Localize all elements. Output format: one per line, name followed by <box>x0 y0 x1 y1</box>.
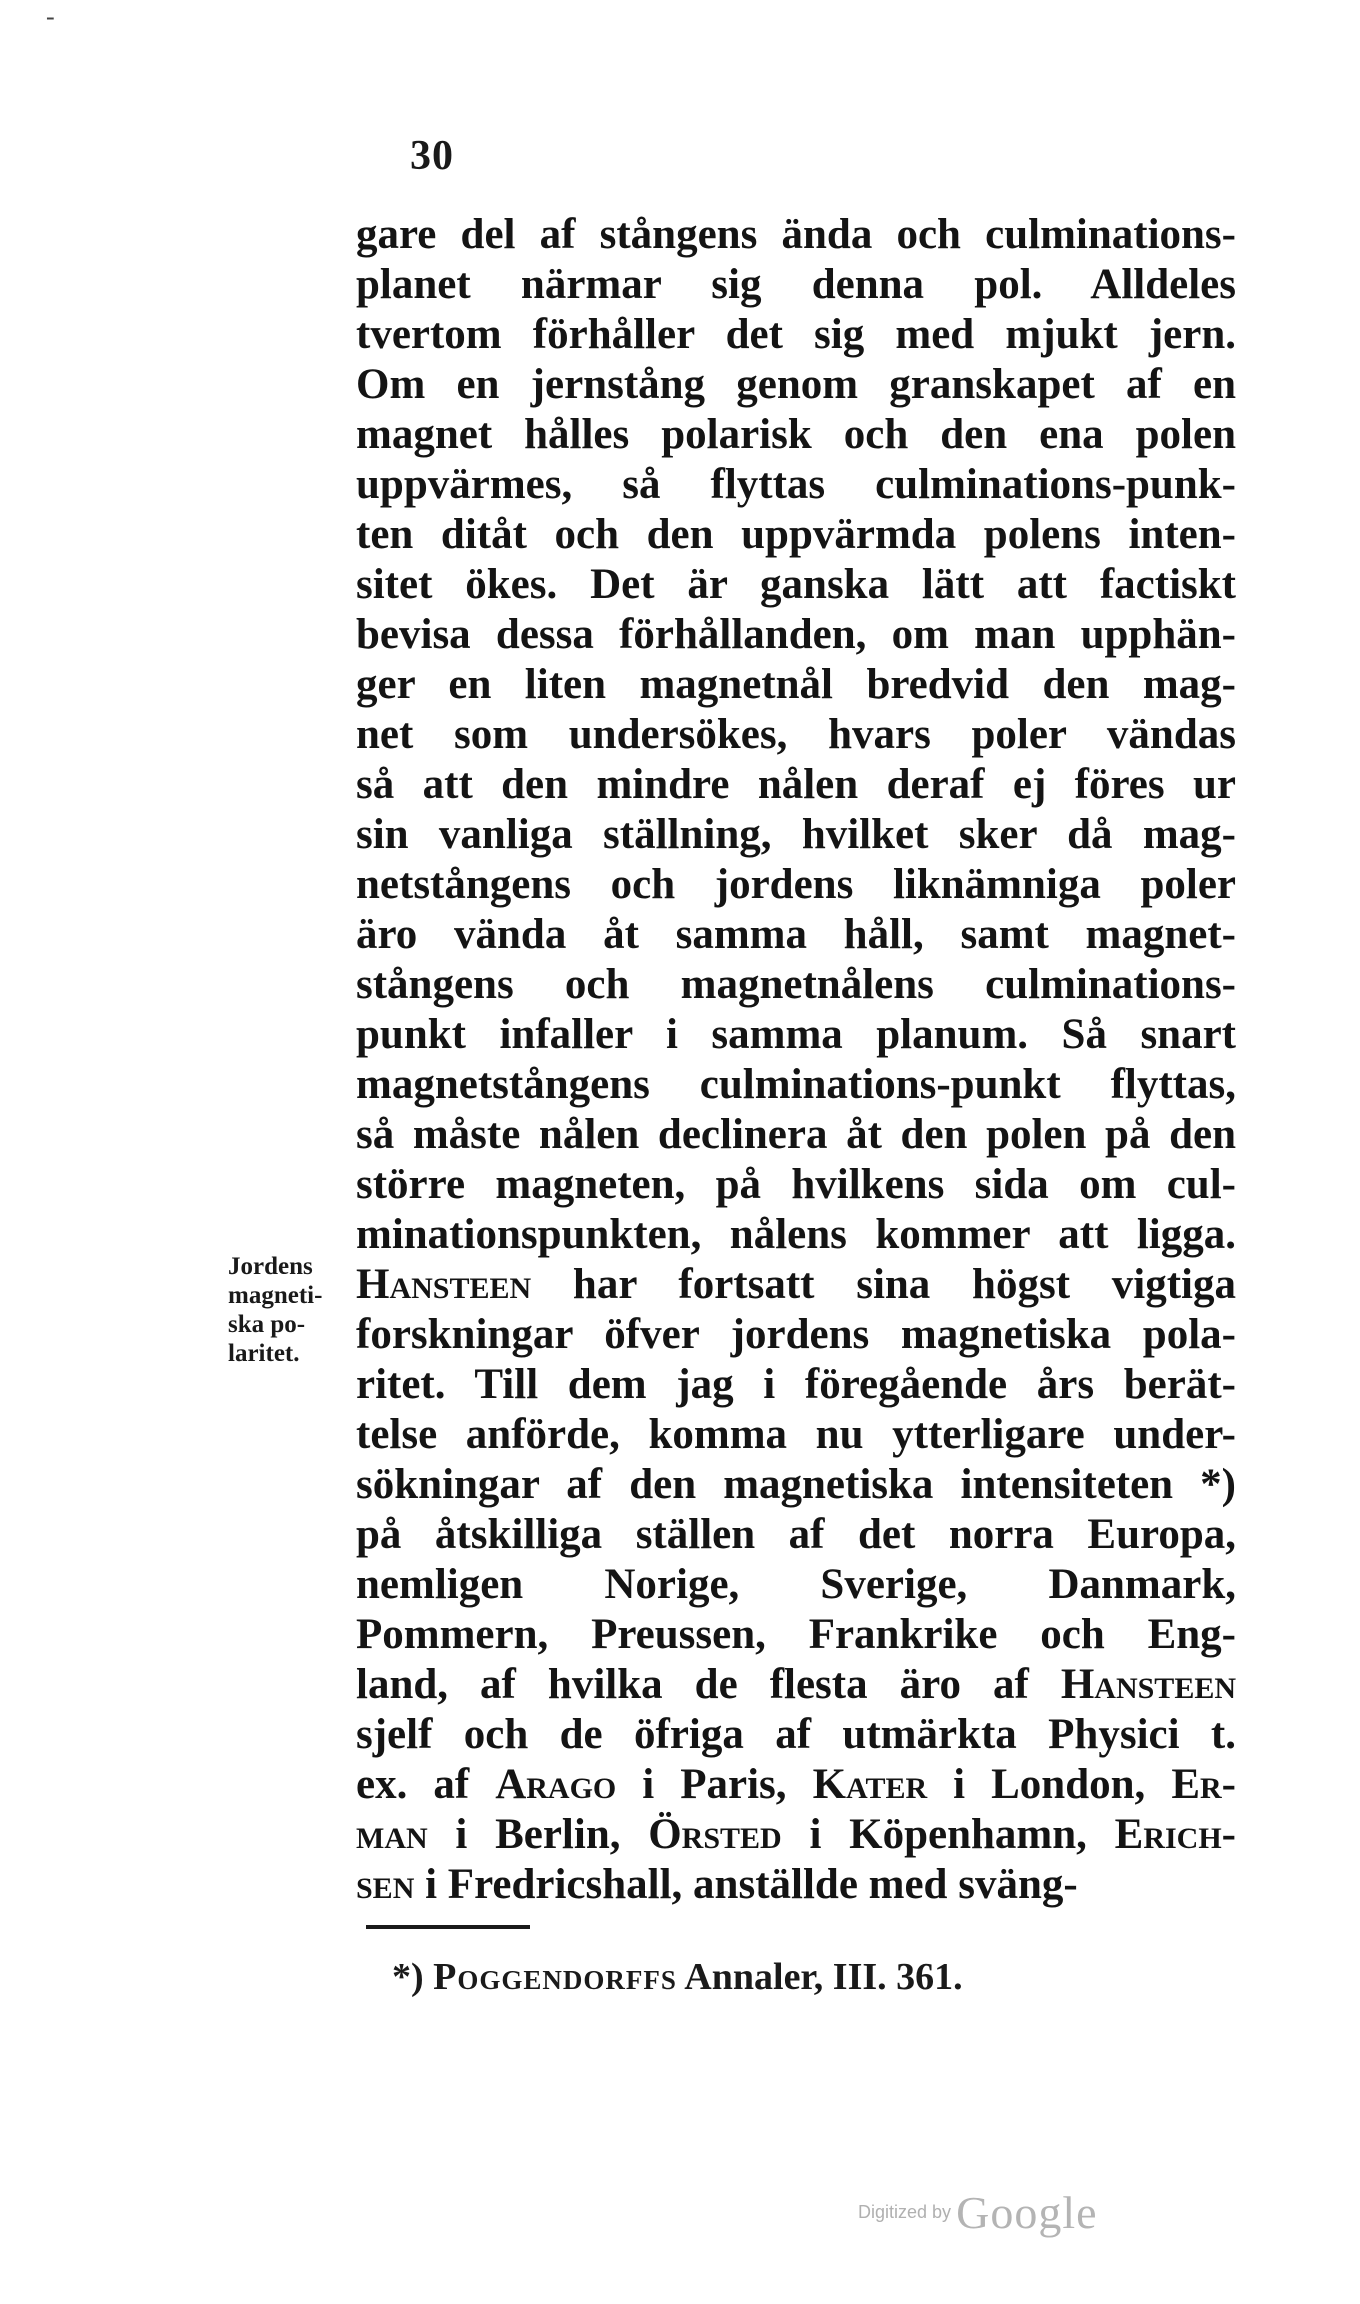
text-line <box>356 510 1236 560</box>
text-segment: land, af hvilka de flesta äro af <box>356 1661 1061 1708</box>
text-segment: man <box>356 1811 428 1858</box>
text-segment: sin vanliga ställning, hvilket sker då mag- <box>356 811 1236 858</box>
text-segment: äro vända åt samma håll, samt magnet- <box>356 911 1236 958</box>
margin-note-line: laritet. <box>228 1340 300 1367</box>
text-line <box>356 860 1236 910</box>
text-line <box>356 710 1236 760</box>
text-segment: nemligen Norige, Sverige, Danmark, <box>356 1561 1236 1608</box>
text-line <box>356 1410 1236 1460</box>
text-segment: på åtskilliga ställen af det norra Europa, <box>356 1511 1236 1558</box>
text-line <box>356 1110 1236 1160</box>
text-line <box>356 1610 1236 1660</box>
text-segment: så måste nålen declinera åt den polen på den <box>356 1111 1236 1158</box>
text-line <box>356 660 1236 710</box>
text-line <box>356 610 1236 660</box>
margin-note-line: ska po- <box>228 1311 306 1338</box>
text-segment: större magneten, på hvilkens sida om cul- <box>356 1161 1236 1208</box>
text-segment: Arago <box>495 1761 617 1808</box>
text-line <box>356 310 1236 360</box>
text-line <box>356 560 1236 610</box>
text-segment: forskningar öfver jordens magnetiska pola- <box>356 1311 1236 1358</box>
text-segment: i Köpenhamn, <box>781 1811 1115 1858</box>
text-segment: sen <box>356 1861 415 1908</box>
text-line <box>356 260 1236 310</box>
text-segment: i Paris, <box>616 1761 813 1808</box>
text-segment: net som undersökes, hvars poler vändas <box>356 711 1236 758</box>
text-line <box>356 1860 1236 1910</box>
text-segment: ger en liten magnetnål bredvid den mag- <box>356 661 1236 708</box>
text-segment: minationspunkten, nålens kommer att ligga. <box>356 1211 1236 1258</box>
text-segment: uppvärmes, så flyttas culminations-punk- <box>356 461 1236 508</box>
text-segment: Erich- <box>1114 1811 1236 1858</box>
text-segment: Örsted <box>648 1811 782 1858</box>
corner-mark: - <box>46 2 55 31</box>
text-segment: så att den mindre nålen deraf ej föres ur <box>356 761 1236 808</box>
text-segment: magnetstångens culminations-punkt flyttas, <box>356 1061 1236 1108</box>
text-line <box>356 1010 1236 1060</box>
text-line <box>356 1560 1236 1610</box>
text-segment: planet närmar sig denna pol. Alldeles <box>356 261 1236 308</box>
text-line <box>356 1810 1236 1860</box>
digitized-by-google-watermark <box>858 2186 1098 2239</box>
text-line <box>356 1760 1236 1810</box>
text-line <box>356 1510 1236 1560</box>
text-segment: Hansteen <box>1060 1661 1236 1708</box>
text-segment: i Berlin, <box>427 1811 649 1858</box>
text-segment: stångens och magnetnålens culminations- <box>356 961 1236 1008</box>
text-segment: magnet hålles polarisk och den ena polen <box>356 411 1236 458</box>
text-segment: sökningar af den magnetiska intensiteten *) <box>356 1461 1236 1508</box>
text-segment: ten ditåt och den uppvärmda polens inten- <box>356 511 1236 558</box>
footnote-marker: *) <box>392 1956 424 1998</box>
text-line <box>356 460 1236 510</box>
text-line <box>356 1360 1236 1410</box>
text-line <box>356 1060 1236 1110</box>
text-line <box>356 1710 1236 1760</box>
watermark-label: Digitized by <box>858 2202 952 2222</box>
text-segment: bevisa dessa förhållanden, om man upphän- <box>356 611 1236 658</box>
text-line <box>356 410 1236 460</box>
text-line <box>356 810 1236 860</box>
text-line <box>356 210 1236 260</box>
text-segment: sitet ökes. Det är ganska lätt att factiskt <box>356 561 1236 608</box>
text-segment: ritet. Till dem jag i föregående års berät- <box>356 1361 1236 1408</box>
text-segment: sjelf och de öfriga af utmärkta Physici t. <box>356 1711 1236 1758</box>
page-number: 30 <box>410 133 454 179</box>
text-line <box>356 1160 1236 1210</box>
text-segment: Om en jernstång genom granskapet af en <box>356 361 1236 408</box>
text-segment: Kater <box>812 1761 928 1808</box>
text-segment: i Fredricshall, anställde med sväng- <box>414 1861 1078 1908</box>
text-segment: gare del af stångens ända och culminations- <box>356 211 1236 258</box>
footnote-citation: Annaler, III. 361. <box>684 1956 963 1998</box>
text-line <box>356 1460 1236 1510</box>
text-line <box>356 360 1236 410</box>
text-line <box>356 760 1236 810</box>
footnote-divider <box>366 1925 530 1929</box>
text-segment: Hansteen <box>356 1261 532 1308</box>
text-segment: har fortsatt sina högst vigtiga <box>531 1261 1236 1308</box>
text-line <box>356 1310 1236 1360</box>
footnote <box>392 1955 963 1999</box>
text-line <box>356 1260 1236 1310</box>
margin-note-line: magneti- <box>228 1282 323 1309</box>
text-segment: tvertom förhåller det sig med mjukt jern. <box>356 311 1236 358</box>
text-line <box>356 1660 1236 1710</box>
footnote-author: Poggendorffs <box>433 1956 677 1998</box>
margin-note <box>228 1252 378 1368</box>
text-line <box>356 960 1236 1010</box>
body-text <box>356 210 1236 1910</box>
text-segment: ex. af <box>356 1761 496 1808</box>
text-segment: i London, <box>927 1761 1172 1808</box>
google-logo: Google <box>956 2187 1098 2238</box>
text-line <box>356 1210 1236 1260</box>
text-segment: telse anförde, komma nu ytterligare under- <box>356 1411 1236 1458</box>
text-segment: Pommern, Preussen, Frankrike och Eng- <box>356 1611 1236 1658</box>
text-segment: punkt infaller i samma planum. Så snart <box>356 1011 1236 1058</box>
text-segment: netstångens och jordens liknämniga poler <box>356 861 1236 908</box>
text-line <box>356 910 1236 960</box>
text-segment: Er- <box>1171 1761 1236 1808</box>
margin-note-line: Jordens <box>228 1253 313 1280</box>
